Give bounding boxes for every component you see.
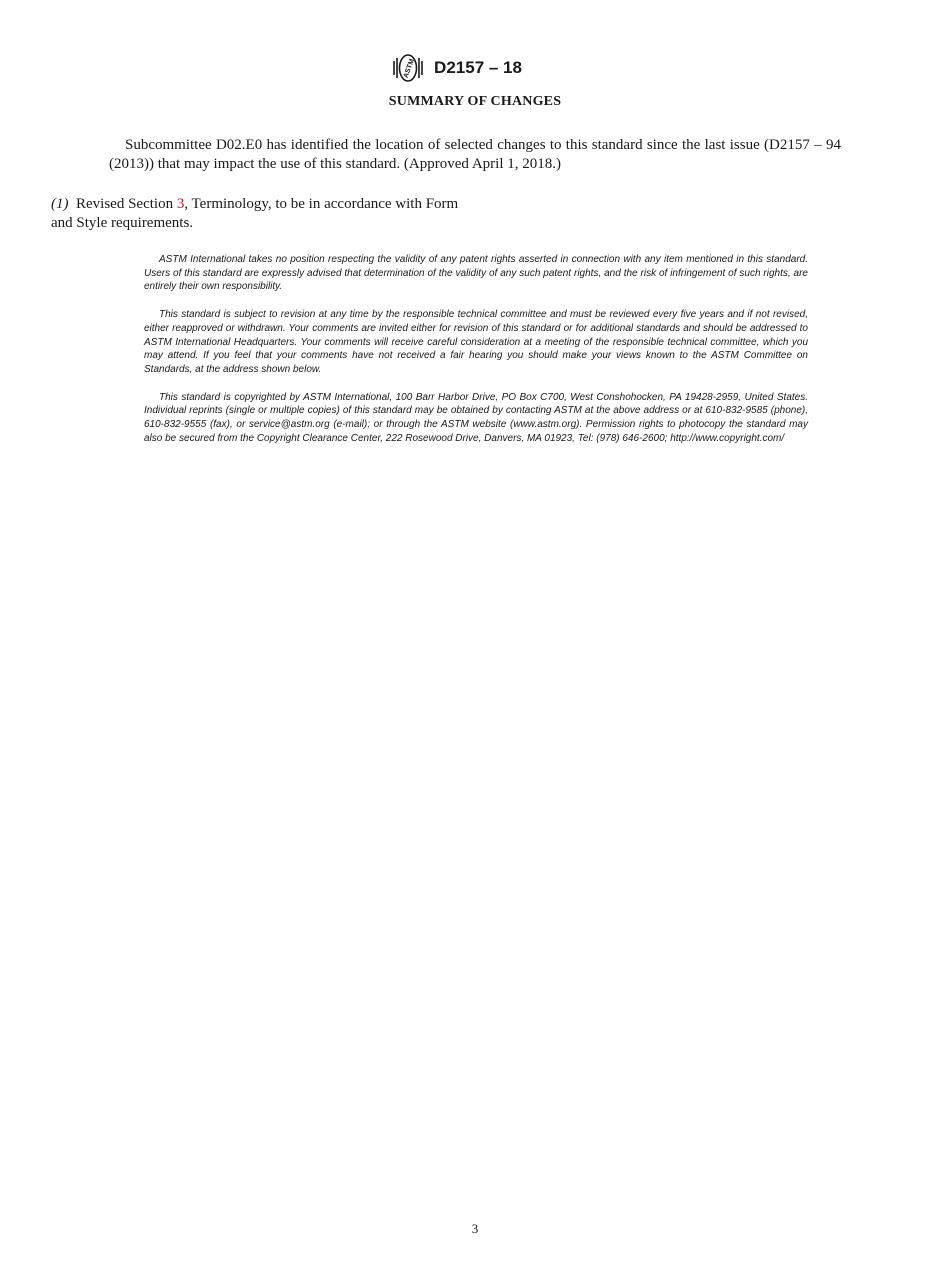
change-text-before: Revised Section [76, 196, 177, 212]
change-number: (1) [51, 196, 69, 212]
page-number: 3 [471, 1221, 479, 1236]
summary-intro: Subcommittee D02.E0 has identified the location of selected changes to this standard since the last issue (D2157 – 94 (2013)) that may impact the use of this standard. (Approved April 1, 2018.) [109, 137, 841, 172]
page-header [0, 52, 950, 84]
copyright-notice: This standard is copyrighted by ASTM International, 100 Barr Harbor Drive, PO Box C700, West Conshohocken, PA 19428-2959, United States. Individual reprints (single or multiple copies) of this standard may be obtained by contacting ASTM at the above address or at 610-832-9585 (phone), 610-832-9555 (fax), or service@astm.org (e-mail); or through the ASTM website (www.astm.org). Permission rights to photocopy the standard may also be secured from the Copyright Clearance Center, 222 Rosewood Drive, Danvers, MA 01923, Tel: (978) 646-2600; http://www.copyright.com/ [144, 391, 808, 444]
summary-title: SUMMARY OF CHANGES [388, 94, 562, 109]
revision-notice: This standard is subject to revision at any time by the responsible technical committee and must be reviewed every five years and if not revised, either reapproved or withdrawn. Your comments are invited either for revision of this standard or for additional standards and should be addressed to ASTM International Headquarters. Your comments will receive careful consideration at a meeting of the responsible technical committee, which you may attend. If you feel that your comments have not received a fair hearing you should make your views known to the ASTM Committee on Standards, at the address shown below. [144, 309, 808, 375]
document-designation: D2157 – 18 [434, 58, 522, 77]
astm-logo-icon [388, 52, 428, 84]
change-item [51, 195, 471, 233]
legal-notices [144, 253, 808, 459]
section-link[interactable]: 3 [176, 196, 185, 212]
logo-text: ASTM [402, 57, 417, 80]
change-text-after: , Terminology, to be in accordance with Form and Style requirements. [51, 196, 459, 231]
patent-notice: ASTM International takes no position respecting the validity of any patent rights asserted in connection with any item mentioned in this standard. Users of this standard are expressly advised that determination of the validity of any such patent rights, and the risk of infringement of such rights, are entirely their own responsibility. [144, 254, 808, 293]
